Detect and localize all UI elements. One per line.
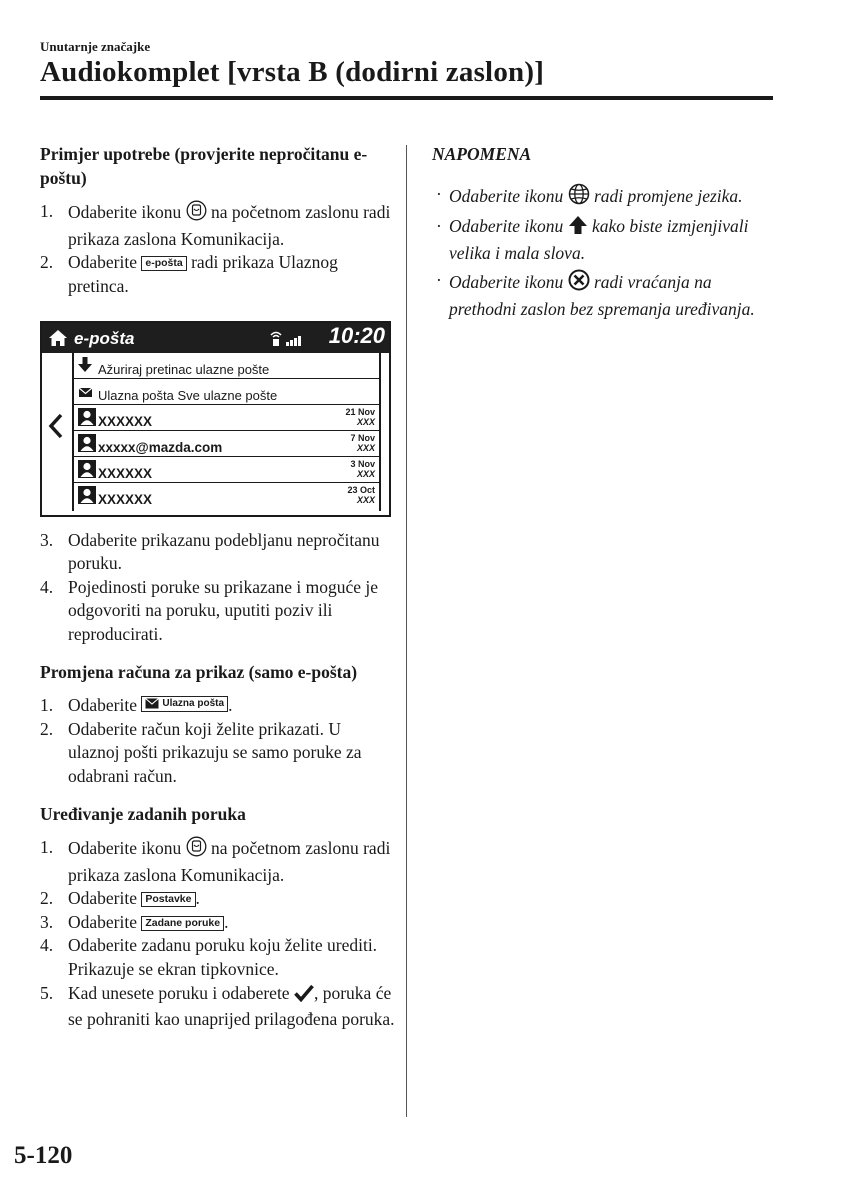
note-column — [432, 143, 762, 326]
list-item: · Odaberite ikonu kako biste izmjenjivali velika i mala slova. — [436, 216, 749, 263]
example-heading: Primjer upotrebe (provjerite nepročitanu e-poštu) — [40, 144, 368, 188]
list-item: 1. Odaberite ikonu na početnom zaslonu radi prikaza zaslona Komunikacija. — [40, 201, 391, 249]
back-button[interactable] — [42, 353, 74, 511]
message-sender: XXXXXX — [98, 491, 153, 507]
download-arrow-icon — [78, 357, 92, 381]
envelope-icon — [145, 698, 159, 709]
chevron-left-icon — [48, 413, 64, 439]
message-sender: XXXXXX — [98, 413, 153, 429]
contact-icon — [78, 434, 96, 460]
defaults-heading: Uređivanje zadanih poruka — [40, 803, 246, 824]
list-item: · Odaberite ikonu radi vraćanja na prethodni zaslon bez spremanja uređivanja. — [436, 270, 755, 319]
note-title: NAPOMENA — [432, 144, 532, 164]
example-steps — [40, 200, 395, 298]
defaults-steps — [40, 836, 395, 1032]
clock: 10:20 — [328, 322, 385, 348]
checkmark-icon — [294, 984, 314, 1009]
phone-icon — [186, 200, 207, 228]
contact-icon — [78, 486, 96, 512]
account-heading: Promjena računa za prikaz (samo e-pošta) — [40, 661, 358, 682]
list-item: 2. Odaberite račun koji želite prikazati. U ulaznoj pošti prikazuju se samo poruke za odabrani račun. — [40, 718, 362, 786]
example-steps-continued — [40, 529, 395, 647]
list-item: 3. Odaberite Zadane poruke . — [40, 911, 229, 932]
list-item: 4. Pojedinosti poruke su prikazane i moguće je odgovoriti na poruku, uputiti poziv ili reproducirati. — [40, 576, 379, 644]
message-date: 21 Nov XXX — [345, 406, 375, 427]
globe-icon — [568, 183, 590, 212]
page-title: Audiokomplet [vrsta B (dodirni zaslon)] — [40, 56, 545, 88]
default-messages-button[interactable]: Zadane poruke — [141, 916, 224, 931]
email-button[interactable]: e-pošta — [141, 256, 186, 271]
account-steps — [40, 694, 395, 788]
table-row[interactable] — [74, 431, 379, 457]
table-row[interactable] — [74, 483, 379, 508]
contact-icon — [78, 408, 96, 434]
screen-header — [42, 323, 389, 353]
message-sender: XXXXXX — [98, 465, 153, 481]
list-item: 4. Odaberite zadanu poruku koju želite urediti. Prikazuje se ekran tipkovnice. — [40, 935, 378, 980]
list-item: 1. Odaberite ikonu na početnom zaslonu radi prikaza zaslona Komunikacija. — [40, 837, 391, 885]
left-column — [40, 143, 395, 1032]
email-list — [74, 353, 379, 508]
inbox-button[interactable]: Ulazna pošta — [141, 696, 228, 712]
list-item: 1. Odaberite Ulazna pošta . — [40, 695, 233, 716]
screen-title: e-pošta — [74, 328, 135, 348]
email-screen — [40, 321, 391, 517]
message-date: 23 Oct XXX — [347, 484, 375, 505]
signal-icon — [268, 329, 302, 354]
page-number: 5-120 — [14, 1142, 73, 1169]
column-divider — [406, 145, 407, 1117]
note-list — [432, 183, 762, 322]
contact-icon — [78, 460, 96, 486]
section-label: Unutarnje značajke — [40, 39, 151, 54]
message-date: 3 Nov XXX — [350, 458, 375, 479]
table-row[interactable] — [74, 405, 379, 431]
inbox-filter-row[interactable]: Ulazna pošta Sve ulazne pošte — [74, 379, 379, 405]
message-sender: xxxxx@mazda.com — [98, 439, 223, 455]
title-rule — [40, 96, 773, 100]
list-item: 2. Odaberite e-pošta radi prikaza Ulaznog pretinca. — [40, 252, 338, 296]
update-inbox-row[interactable]: Ažuriraj pretinac ulazne pošte — [74, 353, 379, 379]
list-item: 2. Odaberite Postavke . — [40, 888, 200, 909]
table-row[interactable] — [74, 457, 379, 483]
phone-icon — [186, 836, 207, 864]
close-icon — [568, 269, 590, 298]
list-item: 3. Odaberite prikazanu podebljanu nepročitanu poruku. — [40, 529, 380, 574]
message-date: 7 Nov XXX — [350, 432, 375, 453]
envelope-icon — [78, 383, 93, 407]
arrow-up-icon — [568, 215, 588, 242]
list-item: 5. Kad unesete poruku i odaberete , poruka će se pohraniti kao unaprijed prilagođena poruka. — [40, 982, 395, 1030]
scrollbar[interactable] — [379, 353, 389, 511]
home-icon[interactable] — [48, 329, 68, 354]
list-item: · Odaberite ikonu radi promjene jezika. — [432, 183, 762, 212]
settings-button[interactable]: Postavke — [141, 892, 195, 907]
